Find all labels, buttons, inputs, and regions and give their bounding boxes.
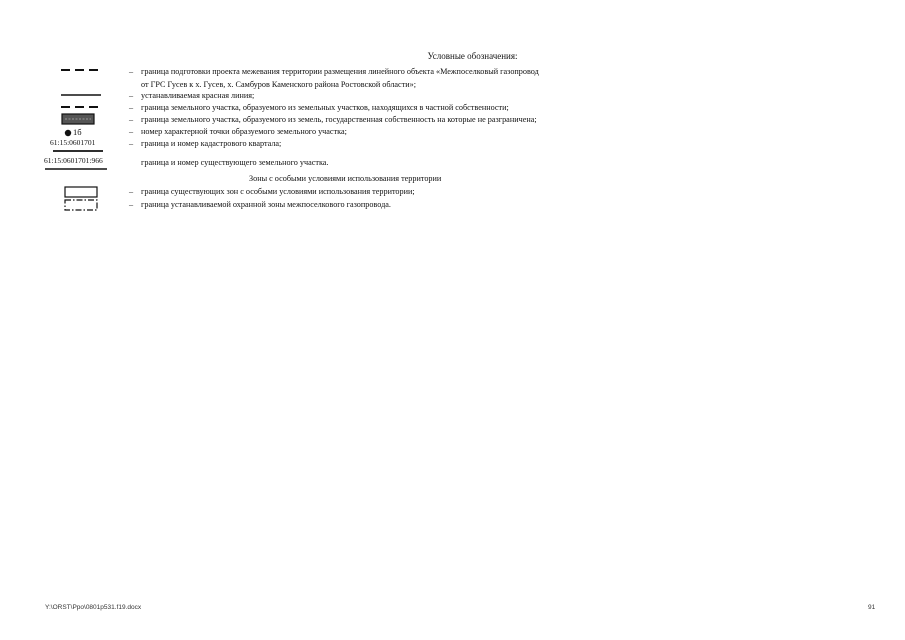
cadastral-quarter-line <box>52 149 104 153</box>
zone-dash-1: – <box>128 200 134 209</box>
cadastral-quarter-number: 61:15:0601701 <box>50 138 96 147</box>
protection-zone-symbol <box>64 199 98 211</box>
legend-dash-6: – <box>128 139 134 148</box>
legend-text-0: граница подготовки проекта межевания территории размещения линейного объекта «Межпоселковый газопровод <box>141 67 539 76</box>
legend-text-4: граница земельного участка, образуемого из земель, государственная собственность на которые не разграничена; <box>141 115 537 124</box>
zone-text-0: граница существующих зон с особыми условиями использования территории; <box>141 187 415 196</box>
zone-dash-0: – <box>128 187 134 196</box>
page-number: 91 <box>868 604 876 611</box>
legend-text-5: номер характерной точки образуемого земельного участка; <box>141 127 347 136</box>
legend-dash-5: – <box>128 127 134 136</box>
legend-dash-0: – <box>128 67 134 76</box>
legend-text-3: граница земельного участка, образуемого из земельных участков, находящихся в частной собственности; <box>141 103 509 112</box>
parcel-boundary-line <box>44 167 108 171</box>
legend-text-6: граница и номер кадастрового квартала; <box>141 139 282 148</box>
legend-dash-4: – <box>128 115 134 124</box>
legend-title: Условные обозначения: <box>427 51 518 61</box>
point-marker-icon <box>64 129 72 137</box>
private-parcel-boundary-symbol <box>60 104 102 110</box>
parcel-number: 61:15:0601701:966 <box>44 156 103 165</box>
state-parcel-boundary-symbol <box>61 113 95 125</box>
point-label: 1б <box>73 127 82 137</box>
existing-zone-symbol <box>64 186 98 198</box>
legend-dash-2: – <box>128 91 134 100</box>
legend-text-1: от ГРС Гусев к х. Гусев, х. Самбуров Каменского района Ростовской области»; <box>141 80 417 89</box>
zones-heading: Зоны с особыми условиями использования территории <box>249 174 442 183</box>
legend-dash-3: – <box>128 103 134 112</box>
legend-text-2: устанавливаемая красная линия; <box>141 91 255 100</box>
red-line-symbol <box>60 92 102 98</box>
project-boundary-symbol <box>60 67 102 73</box>
legend-text-7: граница и номер существующего земельного участка. <box>141 158 329 167</box>
file-path-footer: Y:\ORST\Ppo\0801p531.f19.docx <box>45 604 142 611</box>
zone-text-1: граница устанавливаемой охранной зоны межпоселкового газопровода. <box>141 200 391 209</box>
